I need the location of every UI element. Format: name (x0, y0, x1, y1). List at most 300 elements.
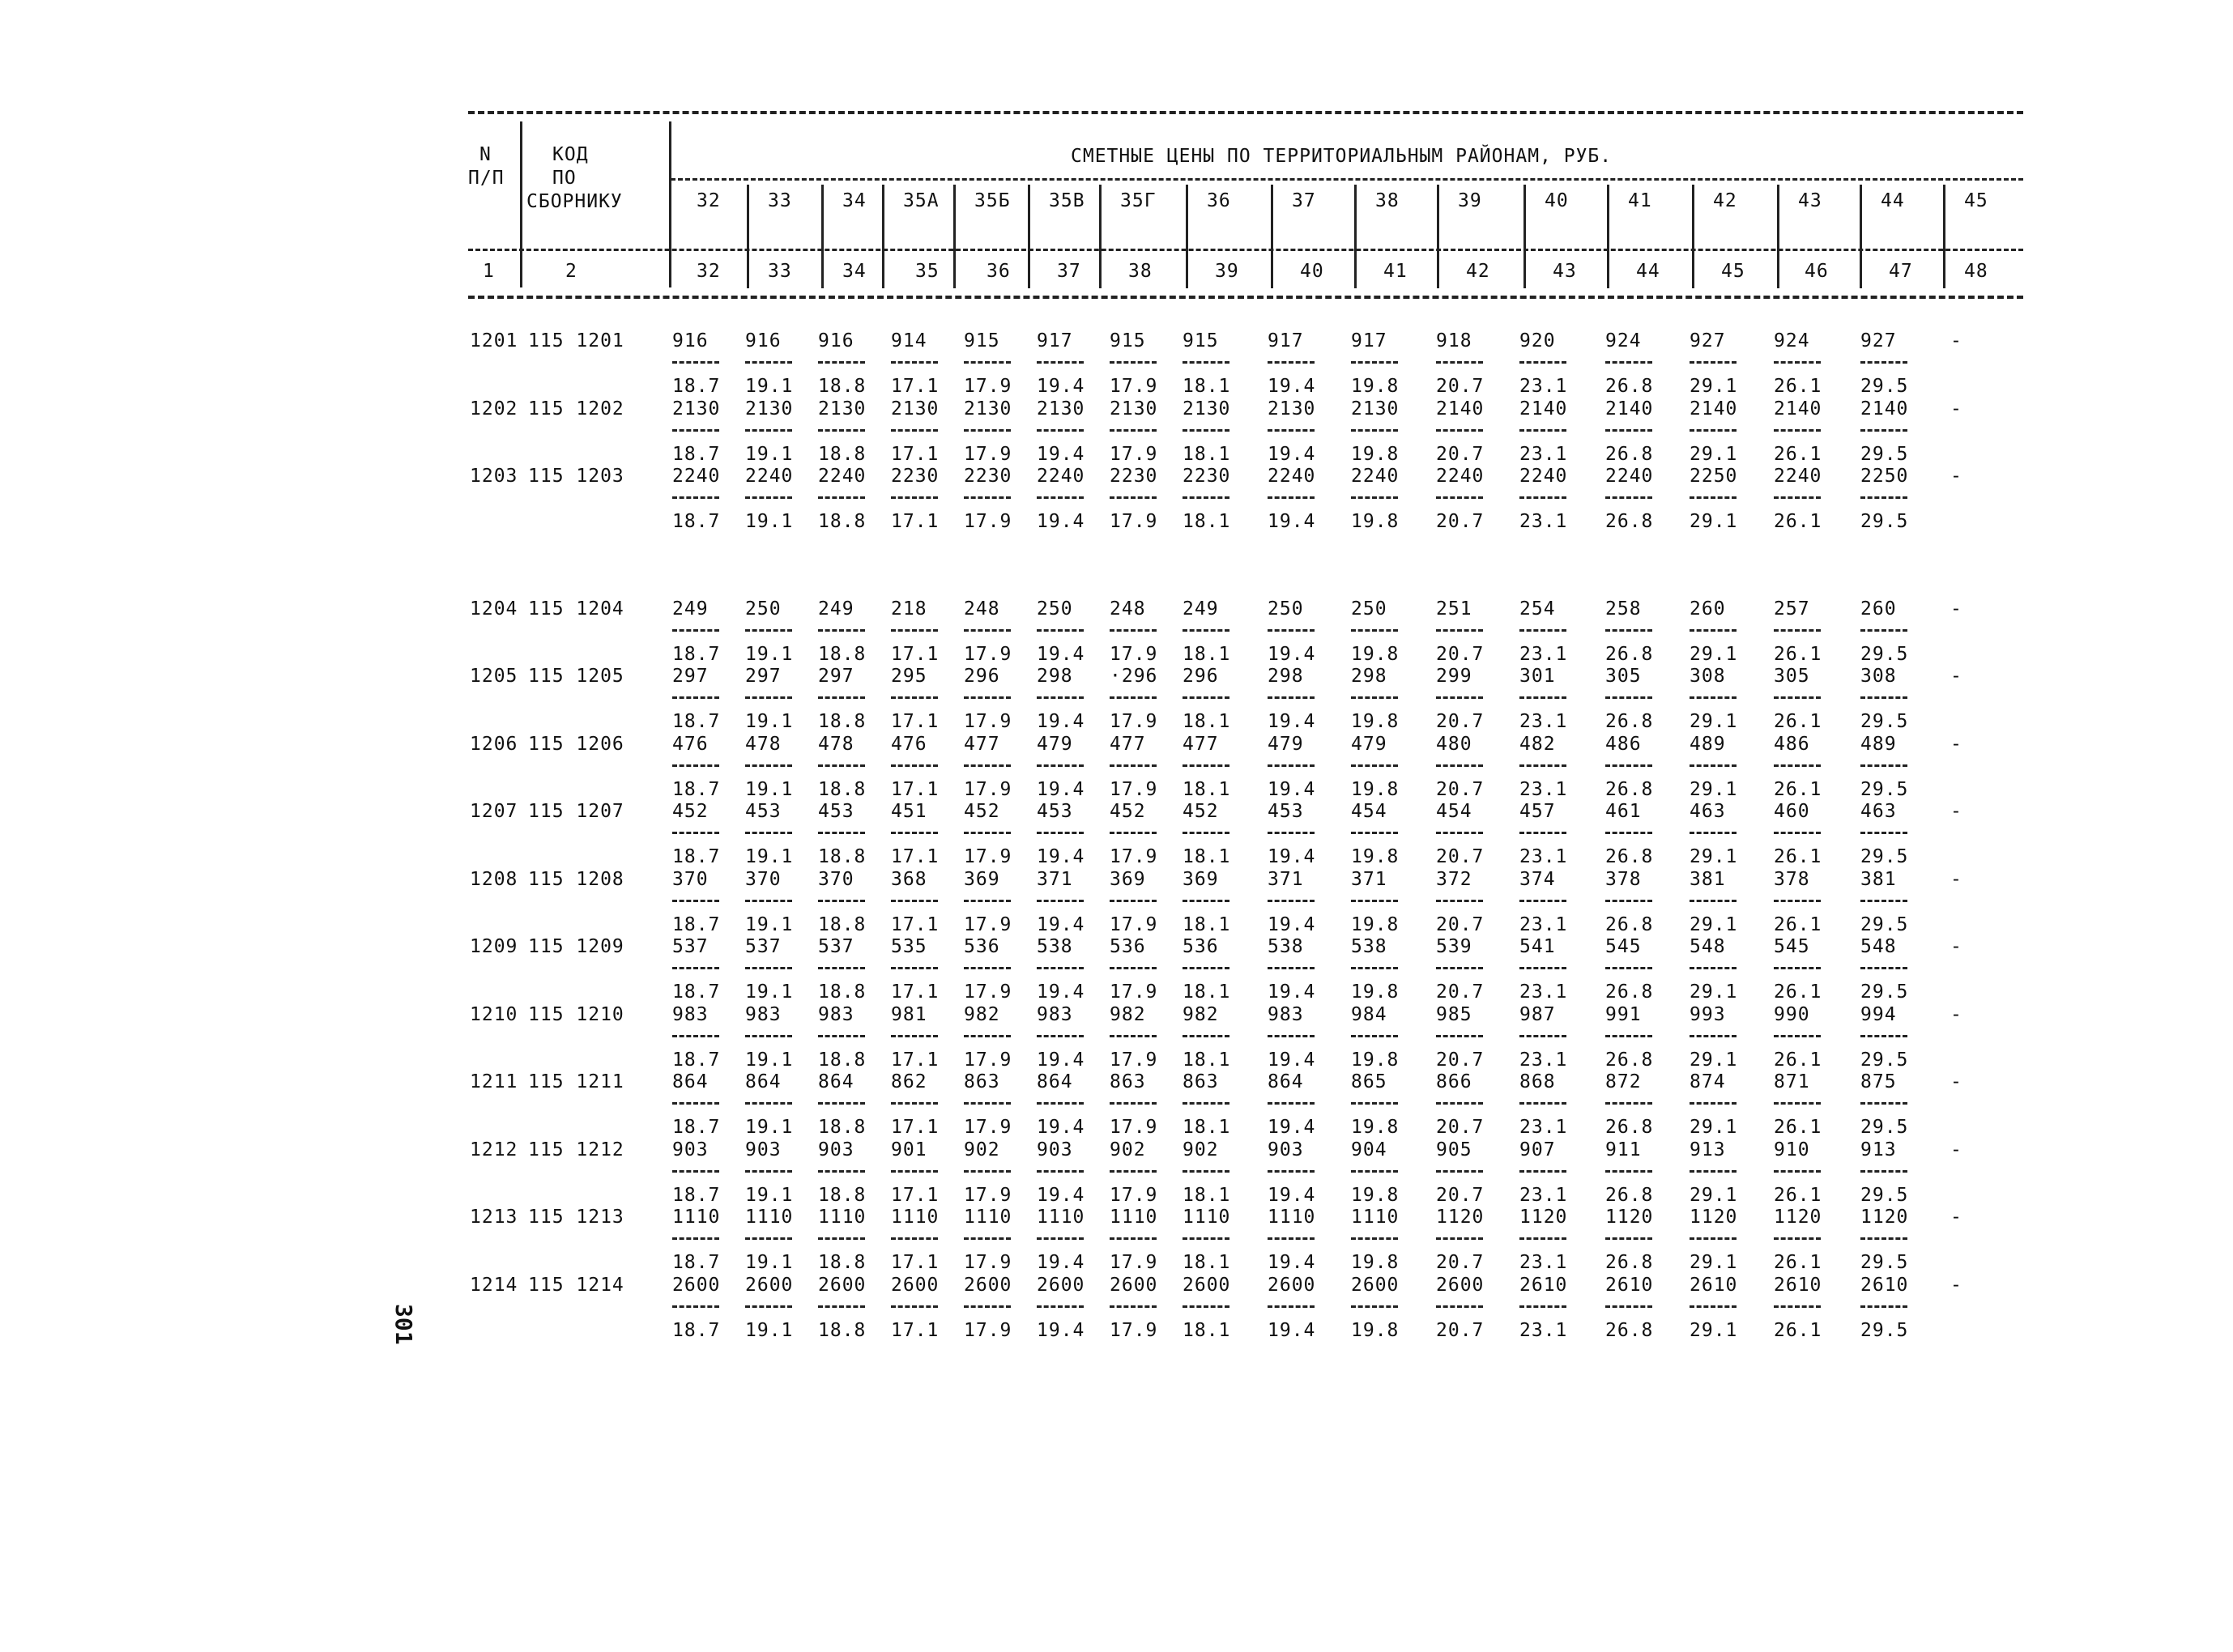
district-header-12: 40 (1545, 190, 1569, 211)
coefficient-cell: 19.1 (745, 443, 794, 465)
coefficient-cell: 17.1 (891, 711, 940, 732)
fraction-dash (745, 696, 792, 699)
coefficient-cell: 17.9 (1110, 981, 1158, 1003)
fraction-dash (1183, 900, 1229, 902)
fraction-dash (672, 696, 719, 699)
fraction-dash (745, 1102, 792, 1105)
coefficient-cell: 18.7 (672, 1319, 721, 1341)
coefficient-cell: 26.1 (1774, 511, 1822, 532)
district-header-7: 35Г (1120, 190, 1157, 211)
fraction-dash (1268, 361, 1315, 364)
fraction-dash (1351, 967, 1398, 969)
fraction-dash (1351, 1035, 1398, 1037)
coefficient-cell: 26.1 (1774, 1117, 1822, 1138)
fraction-dash (1436, 1102, 1483, 1105)
row-code: 115 1201 (528, 330, 624, 351)
price-cell: 2130 (1351, 398, 1400, 419)
coefficient-cell: 19.8 (1351, 1117, 1400, 1138)
fraction-dash (745, 832, 792, 834)
price-cell: 2130 (672, 398, 721, 419)
row-code: 115 1209 (528, 936, 624, 957)
coefficient-cell: 19.4 (1037, 846, 1085, 867)
fraction-dash (1860, 832, 1907, 834)
district-divider (1860, 185, 1862, 288)
fraction-dash (1037, 429, 1084, 432)
fraction-dash (1110, 1237, 1157, 1240)
price-cell: 369 (964, 868, 1000, 890)
fraction-dash (672, 1102, 719, 1105)
fraction-dash (1351, 696, 1398, 699)
fraction-dash (964, 1170, 1011, 1173)
coefficient-cell: 19.4 (1268, 1319, 1316, 1341)
price-cell: 1120 (1519, 1207, 1568, 1228)
coefficient-cell: 26.8 (1605, 1049, 1654, 1071)
fraction-dash (1690, 1305, 1737, 1308)
coefficient-cell: 19.1 (745, 1184, 794, 1206)
coefficient-cell: 20.7 (1436, 511, 1485, 532)
price-cell: 2240 (1436, 466, 1485, 487)
coefficient-cell: 26.1 (1774, 778, 1822, 800)
coefficient-cell: 17.9 (964, 376, 1012, 397)
price-cell: 2600 (1436, 1274, 1485, 1296)
fraction-dash (1183, 361, 1229, 364)
fraction-dash (1037, 496, 1084, 499)
coefficient-cell: 18.1 (1183, 511, 1231, 532)
fraction-dash (1774, 1102, 1821, 1105)
price-cell: 991 (1605, 1003, 1642, 1025)
coefficient-cell: 19.4 (1037, 643, 1085, 665)
coefficient-cell: 17.1 (891, 1184, 940, 1206)
coefficient-cell: 19.4 (1037, 711, 1085, 732)
coefficient-cell: 17.9 (964, 1117, 1012, 1138)
price-cell: 1110 (1110, 1207, 1158, 1228)
coefficient-cell: 19.1 (745, 711, 794, 732)
price-cell: 2240 (1351, 466, 1400, 487)
price-cell: 541 (1519, 936, 1556, 957)
fraction-dash (818, 429, 865, 432)
fraction-dash (1860, 629, 1907, 632)
fraction-dash (1774, 967, 1821, 969)
price-cell: 478 (818, 733, 854, 755)
coefficient-cell: 18.1 (1183, 443, 1231, 465)
fraction-dash (1605, 1102, 1652, 1105)
row-code: 115 1208 (528, 868, 624, 890)
price-cell: 452 (672, 801, 709, 822)
fraction-dash (1110, 832, 1157, 834)
price-cell: 2140 (1690, 398, 1738, 419)
price-cell: 250 (1037, 598, 1073, 620)
coefficient-cell: 23.1 (1519, 778, 1568, 800)
price-cell: 454 (1436, 801, 1472, 822)
fraction-dash (1436, 967, 1483, 969)
coefficient-cell: 29.5 (1860, 511, 1909, 532)
coefficient-cell: 26.8 (1605, 981, 1654, 1003)
coefficient-cell: 23.1 (1519, 376, 1568, 397)
district-divider (1354, 185, 1357, 288)
price-cell: 538 (1351, 936, 1387, 957)
price-cell: 871 (1774, 1071, 1810, 1092)
coefficient-cell: 29.1 (1690, 1117, 1738, 1138)
price-cell: 875 (1860, 1071, 1897, 1092)
coefficient-cell: 18.1 (1183, 1252, 1231, 1273)
fraction-dash (818, 496, 865, 499)
price-cell: 2140 (1436, 398, 1485, 419)
header-n-line2: П/П (468, 168, 505, 189)
coefficient-cell: 17.9 (1110, 778, 1158, 800)
price-cell: 1120 (1860, 1207, 1909, 1228)
coefficient-cell: 17.1 (891, 1049, 940, 1071)
coefficient-cell: 18.7 (672, 643, 721, 665)
fraction-dash (1860, 361, 1907, 364)
fraction-dash (1436, 361, 1483, 364)
price-cell: 548 (1690, 936, 1726, 957)
fraction-dash (1436, 629, 1483, 632)
price-cell: 381 (1860, 868, 1897, 890)
row-number: 1203 (470, 466, 518, 487)
fraction-dash (1436, 1170, 1483, 1173)
coefficient-cell: 17.9 (1110, 1117, 1158, 1138)
price-cell: 2240 (1037, 466, 1085, 487)
fraction-dash (1268, 1305, 1315, 1308)
price-cell: 260 (1690, 598, 1726, 620)
fraction-dash (672, 1170, 719, 1173)
row-number: 1208 (470, 868, 518, 890)
fraction-dash (891, 1102, 938, 1105)
price-cell: 911 (1605, 1139, 1642, 1160)
fraction-dash (1037, 1170, 1084, 1173)
price-cell: 476 (891, 733, 927, 755)
fraction-dash (964, 967, 1011, 969)
coefficient-cell: 23.1 (1519, 511, 1568, 532)
coefficient-cell: 18.1 (1183, 846, 1231, 867)
fraction-dash (1268, 1102, 1315, 1105)
price-cell: 482 (1519, 733, 1556, 755)
coefficient-cell: 19.4 (1037, 511, 1085, 532)
price-cell: 2610 (1774, 1274, 1822, 1296)
coefficient-cell: 18.7 (672, 1117, 721, 1138)
fraction-dash (1268, 1170, 1315, 1173)
fraction-dash (1110, 967, 1157, 969)
price-cell: 910 (1774, 1139, 1810, 1160)
fraction-dash (964, 1035, 1011, 1037)
price-cell: 463 (1690, 801, 1726, 822)
fraction-dash (1351, 832, 1398, 834)
coefficient-cell: 17.9 (1110, 1252, 1158, 1273)
coefficient-cell: 19.1 (745, 376, 794, 397)
coefficient-cell: 17.9 (964, 1049, 1012, 1071)
price-cell: 452 (1183, 801, 1219, 822)
price-cell: 548 (1860, 936, 1897, 957)
fraction-dash (1690, 764, 1737, 767)
fraction-dash (1037, 967, 1084, 969)
coefficient-cell: 17.9 (964, 846, 1012, 867)
coefficient-cell: 19.4 (1037, 1117, 1085, 1138)
fraction-dash (1519, 496, 1566, 499)
price-cell: 2140 (1774, 398, 1822, 419)
price-cell: 298 (1351, 666, 1387, 687)
column-number-43: 43 (1553, 261, 1577, 282)
price-cell: 987 (1519, 1003, 1556, 1025)
price-cell: 476 (672, 733, 709, 755)
district-divider (1028, 185, 1030, 288)
price-cell: 916 (672, 330, 709, 351)
district-45-cell: - (1950, 1003, 1962, 1025)
fraction-dash (1519, 429, 1566, 432)
price-cell: 916 (745, 330, 782, 351)
price-cell: 249 (818, 598, 854, 620)
price-cell: 983 (1037, 1003, 1073, 1025)
coefficient-cell: 26.1 (1774, 981, 1822, 1003)
coefficient-cell: 29.5 (1860, 1117, 1909, 1138)
coefficient-cell: 19.4 (1037, 376, 1085, 397)
district-45-cell: - (1950, 801, 1962, 822)
fraction-dash (1183, 1305, 1229, 1308)
price-cell: 545 (1605, 936, 1642, 957)
price-cell: 258 (1605, 598, 1642, 620)
price-cell: 371 (1037, 868, 1073, 890)
price-cell: 2240 (818, 466, 867, 487)
coefficient-cell: 18.7 (672, 511, 721, 532)
fraction-dash (964, 764, 1011, 767)
fraction-dash (1268, 496, 1315, 499)
header-mid-rule (468, 249, 2023, 251)
price-cell: 486 (1774, 733, 1810, 755)
price-cell: 538 (1268, 936, 1304, 957)
coefficient-cell: 19.4 (1037, 1319, 1085, 1341)
header-code-line3: СБОРНИКУ (526, 191, 623, 212)
price-cell: 913 (1860, 1139, 1897, 1160)
fraction-dash (1690, 967, 1737, 969)
price-cell: 2130 (1268, 398, 1316, 419)
price-cell: 864 (818, 1071, 854, 1092)
price-cell: 915 (964, 330, 1000, 351)
fraction-dash (1519, 629, 1566, 632)
column-number-44: 44 (1636, 261, 1660, 282)
price-cell: 299 (1436, 666, 1472, 687)
price-cell: 2240 (1268, 466, 1316, 487)
coefficient-cell: 19.8 (1351, 1319, 1400, 1341)
price-cell: 903 (672, 1139, 709, 1160)
fraction-dash (1690, 1237, 1737, 1240)
fraction-dash (1774, 496, 1821, 499)
coefficient-cell: 18.7 (672, 443, 721, 465)
price-cell: 874 (1690, 1071, 1726, 1092)
price-cell: 453 (818, 801, 854, 822)
price-cell: 2230 (964, 466, 1012, 487)
fraction-dash (1605, 1170, 1652, 1173)
coefficient-cell: 23.1 (1519, 1184, 1568, 1206)
fraction-dash (1860, 764, 1907, 767)
coefficient-cell: 29.1 (1690, 778, 1738, 800)
price-cell: 489 (1860, 733, 1897, 755)
district-header-8: 36 (1207, 190, 1231, 211)
fraction-dash (1037, 1035, 1084, 1037)
fraction-dash (745, 900, 792, 902)
coefficient-cell: 20.7 (1436, 711, 1485, 732)
fraction-dash (891, 429, 938, 432)
coefficient-cell: 29.5 (1860, 1049, 1909, 1071)
fraction-dash (745, 764, 792, 767)
fraction-dash (1860, 696, 1907, 699)
coefficient-cell: 18.8 (818, 778, 867, 800)
coefficient-cell: 17.9 (1110, 1184, 1158, 1206)
fraction-dash (1351, 900, 1398, 902)
coefficient-cell: 17.1 (891, 1252, 940, 1273)
coefficient-cell: 29.5 (1860, 443, 1909, 465)
coefficient-cell: 17.9 (1110, 643, 1158, 665)
coefficient-cell: 29.1 (1690, 1319, 1738, 1341)
coefficient-cell: 18.8 (818, 1049, 867, 1071)
price-cell: 370 (745, 868, 782, 890)
price-cell: 369 (1110, 868, 1146, 890)
coefficient-cell: 18.8 (818, 376, 867, 397)
column-number-39: 39 (1215, 261, 1239, 282)
price-cell: 927 (1860, 330, 1897, 351)
fraction-dash (891, 496, 938, 499)
coefficient-cell: 19.1 (745, 778, 794, 800)
coefficient-cell: 29.5 (1860, 711, 1909, 732)
row-number: 1210 (470, 1003, 518, 1025)
fraction-dash (1183, 696, 1229, 699)
fraction-dash (1183, 764, 1229, 767)
coefficient-cell: 19.4 (1037, 1184, 1085, 1206)
price-cell: 903 (745, 1139, 782, 1160)
price-cell: 296 (964, 666, 1000, 687)
row-code: 115 1203 (528, 466, 624, 487)
district-header-9: 37 (1292, 190, 1316, 211)
price-cell: 248 (964, 598, 1000, 620)
price-cell: 370 (818, 868, 854, 890)
price-cell: 993 (1690, 1003, 1726, 1025)
fraction-dash (1110, 361, 1157, 364)
price-cell: 914 (891, 330, 927, 351)
fraction-dash (1110, 1305, 1157, 1308)
fraction-dash (672, 967, 719, 969)
fraction-dash (1519, 1237, 1566, 1240)
price-cell: 295 (891, 666, 927, 687)
coefficient-cell: 18.7 (672, 981, 721, 1003)
coefficient-cell: 17.9 (1110, 443, 1158, 465)
price-cell: 545 (1774, 936, 1810, 957)
price-cell: 2600 (1183, 1274, 1231, 1296)
coefficient-cell: 18.1 (1183, 1319, 1231, 1341)
coefficient-cell: 29.1 (1690, 376, 1738, 397)
row-code: 115 1202 (528, 398, 624, 419)
fraction-dash (891, 764, 938, 767)
fraction-dash (1436, 832, 1483, 834)
price-cell: 2610 (1690, 1274, 1738, 1296)
coefficient-cell: 17.9 (964, 443, 1012, 465)
price-cell: 2600 (1037, 1274, 1085, 1296)
coefficient-cell: 20.7 (1436, 1117, 1485, 1138)
fraction-dash (818, 1305, 865, 1308)
fraction-dash (964, 1305, 1011, 1308)
coefficient-cell: 26.8 (1605, 846, 1654, 867)
fraction-dash (1605, 1035, 1652, 1037)
fraction-dash (1605, 429, 1652, 432)
price-cell: 994 (1860, 1003, 1897, 1025)
fraction-dash (1183, 1237, 1229, 1240)
fraction-dash (1436, 1035, 1483, 1037)
column-number-42: 42 (1466, 261, 1490, 282)
coefficient-cell: 19.4 (1268, 981, 1316, 1003)
coefficient-cell: 17.1 (891, 913, 940, 935)
fraction-dash (818, 1102, 865, 1105)
row-number: 1209 (470, 936, 518, 957)
price-cell: 250 (1268, 598, 1304, 620)
price-cell: 2130 (891, 398, 940, 419)
column-number-2: 2 (565, 261, 577, 282)
coefficient-cell: 18.8 (818, 643, 867, 665)
fraction-dash (1183, 1170, 1229, 1173)
price-cell: 371 (1268, 868, 1304, 890)
coefficient-cell: 17.9 (964, 981, 1012, 1003)
fraction-dash (1268, 832, 1315, 834)
price-cell: 308 (1690, 666, 1726, 687)
fraction-dash (1268, 1237, 1315, 1240)
fraction-dash (672, 1237, 719, 1240)
coefficient-cell: 29.1 (1690, 1252, 1738, 1273)
fraction-dash (1690, 629, 1737, 632)
fraction-dash (1774, 696, 1821, 699)
coefficient-cell: 19.4 (1037, 443, 1085, 465)
coefficient-cell: 17.1 (891, 846, 940, 867)
fraction-dash (891, 629, 938, 632)
price-cell: 536 (964, 936, 1000, 957)
row-code: 115 1213 (528, 1207, 624, 1228)
fraction-dash (964, 696, 1011, 699)
price-cell: 2610 (1605, 1274, 1654, 1296)
price-cell: 1110 (818, 1207, 867, 1228)
price-cell: 2130 (818, 398, 867, 419)
district-header-4: 35А (903, 190, 940, 211)
fraction-dash (1519, 696, 1566, 699)
fraction-dash (818, 832, 865, 834)
price-cell: 982 (964, 1003, 1000, 1025)
coefficient-cell: 18.1 (1183, 376, 1231, 397)
coefficient-cell: 29.1 (1690, 443, 1738, 465)
row-number: 1211 (470, 1071, 518, 1092)
fraction-dash (1183, 1035, 1229, 1037)
coefficient-cell: 19.1 (745, 1117, 794, 1138)
price-cell: 250 (745, 598, 782, 620)
column-number-37: 37 (1057, 261, 1081, 282)
fraction-dash (672, 496, 719, 499)
price-cell: 538 (1037, 936, 1073, 957)
price-cell: 902 (1183, 1139, 1219, 1160)
price-cell: 2600 (964, 1274, 1012, 1296)
coefficient-cell: 19.4 (1268, 1117, 1316, 1138)
price-cell: 2130 (745, 398, 794, 419)
price-cell: 2130 (964, 398, 1012, 419)
coefficient-cell: 19.4 (1268, 443, 1316, 465)
price-cell: 901 (891, 1139, 927, 1160)
fraction-dash (1519, 764, 1566, 767)
district-divider (1777, 185, 1779, 288)
row-code: 115 1212 (528, 1139, 624, 1160)
row-number: 1201 (470, 330, 518, 351)
price-cell: 2140 (1860, 398, 1909, 419)
fraction-dash (672, 764, 719, 767)
header-bottom-rule (468, 296, 2023, 299)
coefficient-cell: 18.8 (818, 1252, 867, 1273)
coefficient-cell: 26.8 (1605, 643, 1654, 665)
fraction-dash (1605, 1237, 1652, 1240)
fraction-dash (1110, 429, 1157, 432)
coefficient-cell: 18.1 (1183, 778, 1231, 800)
price-cell: 463 (1860, 801, 1897, 822)
coefficient-cell: 26.8 (1605, 511, 1654, 532)
